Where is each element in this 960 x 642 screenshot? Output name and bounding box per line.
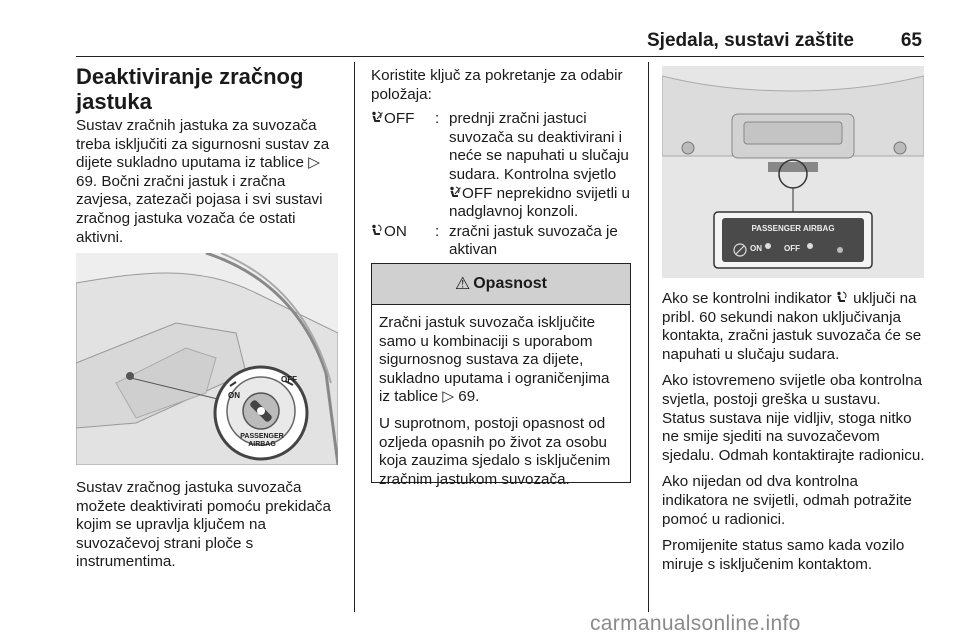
column-1 (76, 64, 342, 255)
switch-on-label: ON (228, 391, 240, 400)
page-reference-link[interactable]: 69 (458, 388, 476, 406)
airbag-switch-illustration (76, 253, 338, 465)
page-reference-link[interactable]: 69 (76, 172, 93, 190)
paragraph: Ako nijedan od dva kontrolna indikatora ne svijetli, odmah potražite pomoć u radionici. (662, 473, 912, 528)
page-number: 65 (900, 30, 922, 51)
definition-on: ON : zračni jastuk suvozača je aktivan (371, 223, 633, 260)
column-divider (354, 62, 355, 612)
column-divider (648, 62, 649, 612)
intro-text: Koristite ključ za pokretanje za odabir položaja: (371, 67, 623, 103)
warning-header: ⚠ Opasnost (372, 264, 630, 305)
page-ref-arrow-icon: ▷ (442, 388, 455, 406)
panel-passenger-airbag-label: PASSENGER AIRBAG (751, 224, 835, 233)
passenger-airbag-on-icon (836, 291, 848, 304)
passenger-airbag-off-icon (449, 186, 461, 199)
page-ref-arrow-icon: ▷ (308, 154, 320, 172)
dashboard-illustration (76, 253, 338, 465)
warning-paragraph: U suprotnom, postoji opasnost od ozljeda opasnih po život za osobu koja zauzima sjedalo s isključenim zračnim jastukom suvozača. (379, 414, 611, 488)
warning-triangle-icon: ⚠ (454, 274, 471, 293)
paragraph: Ako istovremeno svijetle oba kontrolna svjetla, postoji greška u sustavu. Status sustava nije vidljiv, stoga nitko ne smije sjediti na suvozačevom sjedalu. Odmah kontaktirajte radionicu. (662, 372, 925, 464)
paragraph: Promijenite status samo kada vozilo miruje s isključenim kontaktom. (662, 537, 905, 573)
switch-passenger-airbag-label: PASSENGER AIRBAG (240, 433, 284, 448)
column-1-bottom (76, 479, 338, 580)
panel-off-label: OFF (784, 244, 800, 253)
paragraph: Sustav zračnih jastuka za suvozača treba isključiti za sigurnosni sustav za dijete sukladno uputama iz tablice ▷ 69. Bočni zračni jastuk i zračna zavjesa, zatezači pojasa i svi sustavi zračnog jastuka vozača će ostati aktivni. (76, 117, 330, 246)
definition-off: OFF : prednji zračni jastuci suvozača su deaktivirani i neće se napuhati u slučaju sudara. Kontrolna svjetlo OFF neprekidno svijetli u nadglavnoj konzoli. (371, 110, 633, 222)
running-header-title: Sjedala, sustavi zaštite (647, 30, 854, 51)
panel-on-label: ON (750, 244, 762, 253)
warning-paragraph: Zračni jastuk suvozača isključite samo u kombinaciji s uporabom sigurnosnog sustava za dijete, sukladno uputama i ograničenjima iz tablice ▷ 69. (379, 314, 610, 406)
header-rule (76, 56, 924, 57)
watermark: carmanualsonline.info (590, 612, 801, 635)
column-3 (662, 290, 926, 582)
switch-off-label: OFF (281, 375, 297, 384)
paragraph: Sustav zračnog jastuka suvozača možete deaktivirati pomoću prekidača kojim se upravlja ključem na suvozačevoj strani ploče s instrumentima. (76, 479, 331, 571)
section-title: Deaktiviranje zračnog jastuka (76, 64, 304, 114)
paragraph: Ako se kontrolni indikator uključi na pribl. 60 sekundi nakon uključivanja kontakta, zračni jastuk suvozača će se napuhati u slučaju sudara. (662, 290, 922, 363)
warning-box (371, 263, 631, 488)
passenger-airbag-on-icon (371, 224, 383, 237)
overhead-console-illustration (662, 66, 924, 278)
passenger-airbag-off-icon (371, 111, 383, 124)
column-2 (371, 67, 633, 261)
